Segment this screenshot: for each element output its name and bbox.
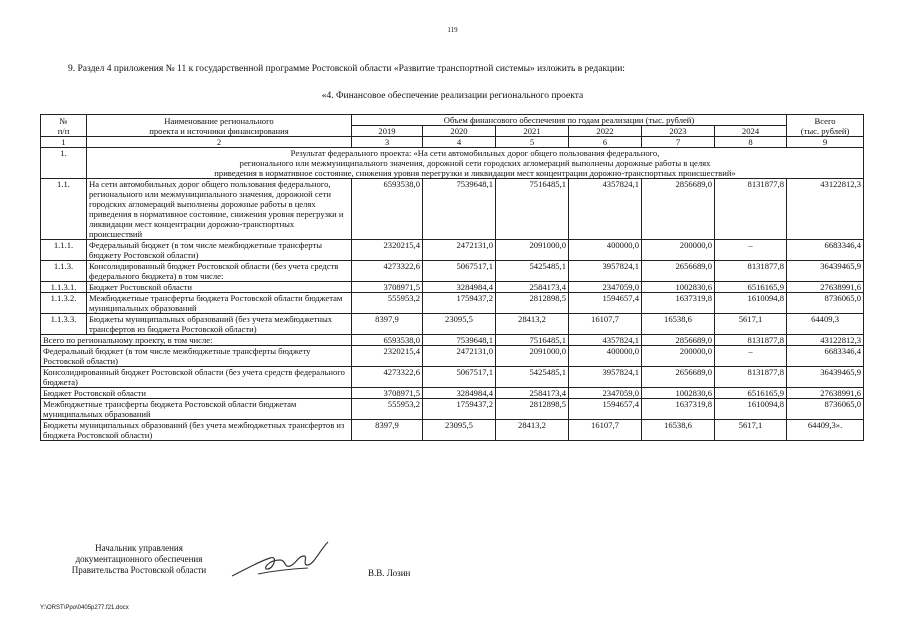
cell-value: 3708971,5: [352, 388, 423, 399]
total-row-name: Бюджеты муниципальных образований (без учета межбюджетных трансфертов из бюджета Ростовской области): [41, 420, 352, 441]
cell-value: 2656689,0: [642, 367, 715, 388]
cell-total: 64409,3».: [787, 420, 864, 441]
cell-total: 36439465,9: [787, 367, 864, 388]
header-name-line1: Наименование регионального: [164, 115, 274, 126]
cell-value: 7516485,1: [496, 335, 569, 346]
cell-value: 2320215,4: [352, 346, 423, 367]
cell-value: 3957824,1: [569, 261, 642, 282]
row-num: 1.1.: [41, 179, 87, 240]
cell-value: 2091000,0: [496, 240, 569, 261]
cell-total: 64409,3: [787, 314, 864, 335]
row-num: 1.1.3.1.: [41, 282, 87, 293]
cell-value: 2472131,0: [423, 240, 496, 261]
signatory-name: В.В. Лозин: [368, 568, 411, 578]
row-name: Консолидированный бюджет Ростовской области (без учета средств федерального бюджета) в том числе:: [87, 261, 352, 282]
cell-value: 2347059,0: [569, 282, 642, 293]
cell-value: 1594657,4: [569, 293, 642, 314]
cell-value: 6593538,0: [352, 179, 423, 240]
page-number: 119: [447, 26, 458, 34]
cell-value: 1594657,4: [569, 399, 642, 420]
cell-value: 2320215,4: [352, 240, 423, 261]
cell-value: 1610094,8: [715, 293, 787, 314]
total-row-name: Консолидированный бюджет Ростовской области (без учета средств федерального бюджета): [41, 367, 352, 388]
financing-table: [40, 114, 864, 441]
header-year: 2022: [569, 126, 642, 137]
cell-value: 2856689,0: [642, 335, 715, 346]
cell-total: 36439465,9: [787, 261, 864, 282]
row-name: На сети автомобильных дорог общего пользования федерального, регионального или межмуниципального значения, дорожной сети городских агломераций выполнены дорожные работы в целях приведения в нормативное состояние, снижения уровня перегрузки и ликвидации мест концентрации дорожно-транспортных происшествий: [87, 179, 352, 240]
cell-value: 1759437,2: [423, 293, 496, 314]
cell-value: 400000,0: [569, 346, 642, 367]
cell-value: 1637319,8: [642, 399, 715, 420]
column-number: 7: [642, 137, 715, 148]
cell-value: 28413,2: [496, 420, 569, 441]
cell-value: 200000,0: [642, 346, 715, 367]
table-row: [41, 240, 864, 261]
cell-value: 7539648,1: [423, 335, 496, 346]
header-year: 2021: [496, 126, 569, 137]
handwritten-signature: [228, 538, 338, 580]
cell-value: 4273322,6: [352, 367, 423, 388]
cell-value: 8397,9: [352, 420, 423, 441]
result-line: регионального или межмуниципального значения, дорожной сети городских агломераций выполнены дорожные работы в целях: [239, 158, 711, 168]
header-total-line1: Всего: [814, 115, 836, 126]
total-row: [41, 346, 864, 367]
header-volume: Объем финансового обеспечения по годам реализации (тыс. рублей): [352, 115, 787, 126]
cell-value: 5425485,1: [496, 261, 569, 282]
result-row: [41, 148, 864, 179]
cell-total: 6683346,4: [787, 346, 864, 367]
position-line: Начальник управления: [95, 543, 183, 553]
intro-paragraph: 9. Раздел 4 приложения № 11 к государственной программе Ростовской области «Развитие транспортной системы» изложить в редакции:: [68, 64, 625, 74]
cell-value: 2584173,4: [496, 282, 569, 293]
total-row: [41, 420, 864, 441]
cell-value: 4273322,6: [352, 261, 423, 282]
column-number: 6: [569, 137, 642, 148]
row-num: 1.1.1.: [41, 240, 87, 261]
row-name: Бюджет Ростовской области: [87, 282, 352, 293]
cell-value: 400000,0: [569, 240, 642, 261]
column-numbers-row: [41, 137, 864, 148]
column-number: 3: [352, 137, 423, 148]
total-row-name: Всего по региональному проекту, в том числе:: [41, 335, 352, 346]
result-line: Результат федерального проекта: «На сети автомобильных дорог общего пользования федерального,: [290, 148, 660, 158]
cell-value: 200000,0: [642, 240, 715, 261]
table-row: [41, 261, 864, 282]
cell-value: 8131877,8: [715, 261, 787, 282]
total-row-name: Федеральный бюджет (в том числе межбюджетные трансферты бюджету Ростовской области): [41, 346, 352, 367]
cell-value: 6516165,9: [715, 388, 787, 399]
cell-value: 23095,5: [423, 314, 496, 335]
cell-value: 555953,2: [352, 293, 423, 314]
cell-total: 6683346,4: [787, 240, 864, 261]
cell-value: 1002830,6: [642, 388, 715, 399]
header-num-line2: п/п: [57, 125, 70, 136]
cell-value: 8131877,8: [715, 367, 787, 388]
cell-value: 1759437,2: [423, 399, 496, 420]
position-line: документационного обеспечения: [75, 554, 203, 564]
cell-value: 3708971,5: [352, 282, 423, 293]
cell-value: 16107,7: [569, 420, 642, 441]
header-year: 2023: [642, 126, 715, 137]
row-num: 1.1.3.2.: [41, 293, 87, 314]
cell-value: 3957824,1: [569, 367, 642, 388]
cell-value: 2656689,0: [642, 261, 715, 282]
table-row: [41, 179, 864, 240]
header-num-line1: №: [59, 115, 68, 126]
file-path: Y:\ORST\Ppo\0405p277.f21.docx: [40, 605, 129, 611]
row-name: Межбюджетные трансферты бюджета Ростовской области бюджетам муниципальных образований: [87, 293, 352, 314]
column-number: 4: [423, 137, 496, 148]
cell-value: 6516165,9: [715, 282, 787, 293]
cell-value: 8131877,8: [715, 335, 787, 346]
header-year: 2024: [715, 126, 787, 137]
result-text: [87, 148, 864, 179]
cell-value: 5425485,1: [496, 367, 569, 388]
column-number: 1: [41, 137, 87, 148]
header-total: [787, 115, 864, 137]
total-row: [41, 367, 864, 388]
total-row-name: Межбюджетные трансферты бюджета Ростовской области бюджетам муниципальных образований: [41, 399, 352, 420]
cell-total: 43122812,3: [787, 179, 864, 240]
cell-value: 6593538,0: [352, 335, 423, 346]
cell-value: 2812898,5: [496, 399, 569, 420]
cell-total: 8736065,0: [787, 293, 864, 314]
cell-value: 2091000,0: [496, 346, 569, 367]
column-number: 9: [787, 137, 864, 148]
cell-value: –: [715, 240, 787, 261]
header-num: [41, 115, 87, 137]
cell-value: 2856689,0: [642, 179, 715, 240]
signatory-position: [44, 543, 234, 576]
cell-value: 2584173,4: [496, 388, 569, 399]
cell-value: 3284984,4: [423, 388, 496, 399]
table-row: [41, 314, 864, 335]
cell-value: 5617,1: [715, 420, 787, 441]
cell-value: 8397,9: [352, 314, 423, 335]
cell-total: 8736065,0: [787, 399, 864, 420]
cell-value: 23095,5: [423, 420, 496, 441]
cell-value: 4357824,1: [569, 179, 642, 240]
cell-value: 1610094,8: [715, 399, 787, 420]
table-row: [41, 293, 864, 314]
column-number: 2: [87, 137, 352, 148]
cell-value: 5067517,1: [423, 367, 496, 388]
cell-value: 16538,6: [642, 420, 715, 441]
total-row: [41, 399, 864, 420]
cell-value: 3284984,4: [423, 282, 496, 293]
table-row: [41, 282, 864, 293]
cell-value: 2472131,0: [423, 346, 496, 367]
section-title: «4. Финансовое обеспечение реализации регионального проекта: [321, 91, 584, 101]
column-number: 5: [496, 137, 569, 148]
cell-value: 4357824,1: [569, 335, 642, 346]
header-year: 2020: [423, 126, 496, 137]
total-row-name: Бюджет Ростовской области: [41, 388, 352, 399]
row-name: Бюджеты муниципальных образований (без учета межбюджетных трансфертов из бюджета Ростовской области): [87, 314, 352, 335]
header-year: 2019: [352, 126, 423, 137]
cell-value: 28413,2: [496, 314, 569, 335]
cell-value: 555953,2: [352, 399, 423, 420]
position-line: Правительства Ростовской области: [71, 565, 207, 575]
row-num: 1.1.3.3.: [41, 314, 87, 335]
result-num: 1.: [41, 148, 87, 179]
cell-value: 5617,1: [715, 314, 787, 335]
cell-value: 1637319,8: [642, 293, 715, 314]
total-row: [41, 335, 864, 346]
cell-value: 16107,7: [569, 314, 642, 335]
column-number: 8: [715, 137, 787, 148]
cell-value: 5067517,1: [423, 261, 496, 282]
result-line: приведения в нормативное состояние, снижения уровня перегрузки и ликвидации мест концентрации дорожно-транспортных происшествий»: [214, 168, 736, 178]
total-row: [41, 388, 864, 399]
row-name: Федеральный бюджет (в том числе межбюджетные трансферты бюджету Ростовской области): [87, 240, 352, 261]
header-name-line2: проекта и источники финансирования: [149, 125, 289, 136]
cell-total: 27638991,6: [787, 282, 864, 293]
cell-value: 2812898,5: [496, 293, 569, 314]
cell-total: 27638991,6: [787, 388, 864, 399]
cell-value: –: [715, 346, 787, 367]
cell-value: 7539648,1: [423, 179, 496, 240]
cell-total: 43122812,3: [787, 335, 864, 346]
header-name: [87, 115, 352, 137]
cell-value: 1002830,6: [642, 282, 715, 293]
cell-value: 7516485,1: [496, 179, 569, 240]
cell-value: 16538,6: [642, 314, 715, 335]
cell-value: 8131877,8: [715, 179, 787, 240]
header-total-line2: (тыс. рублей): [800, 125, 850, 136]
row-num: 1.1.3.: [41, 261, 87, 282]
cell-value: 2347059,0: [569, 388, 642, 399]
